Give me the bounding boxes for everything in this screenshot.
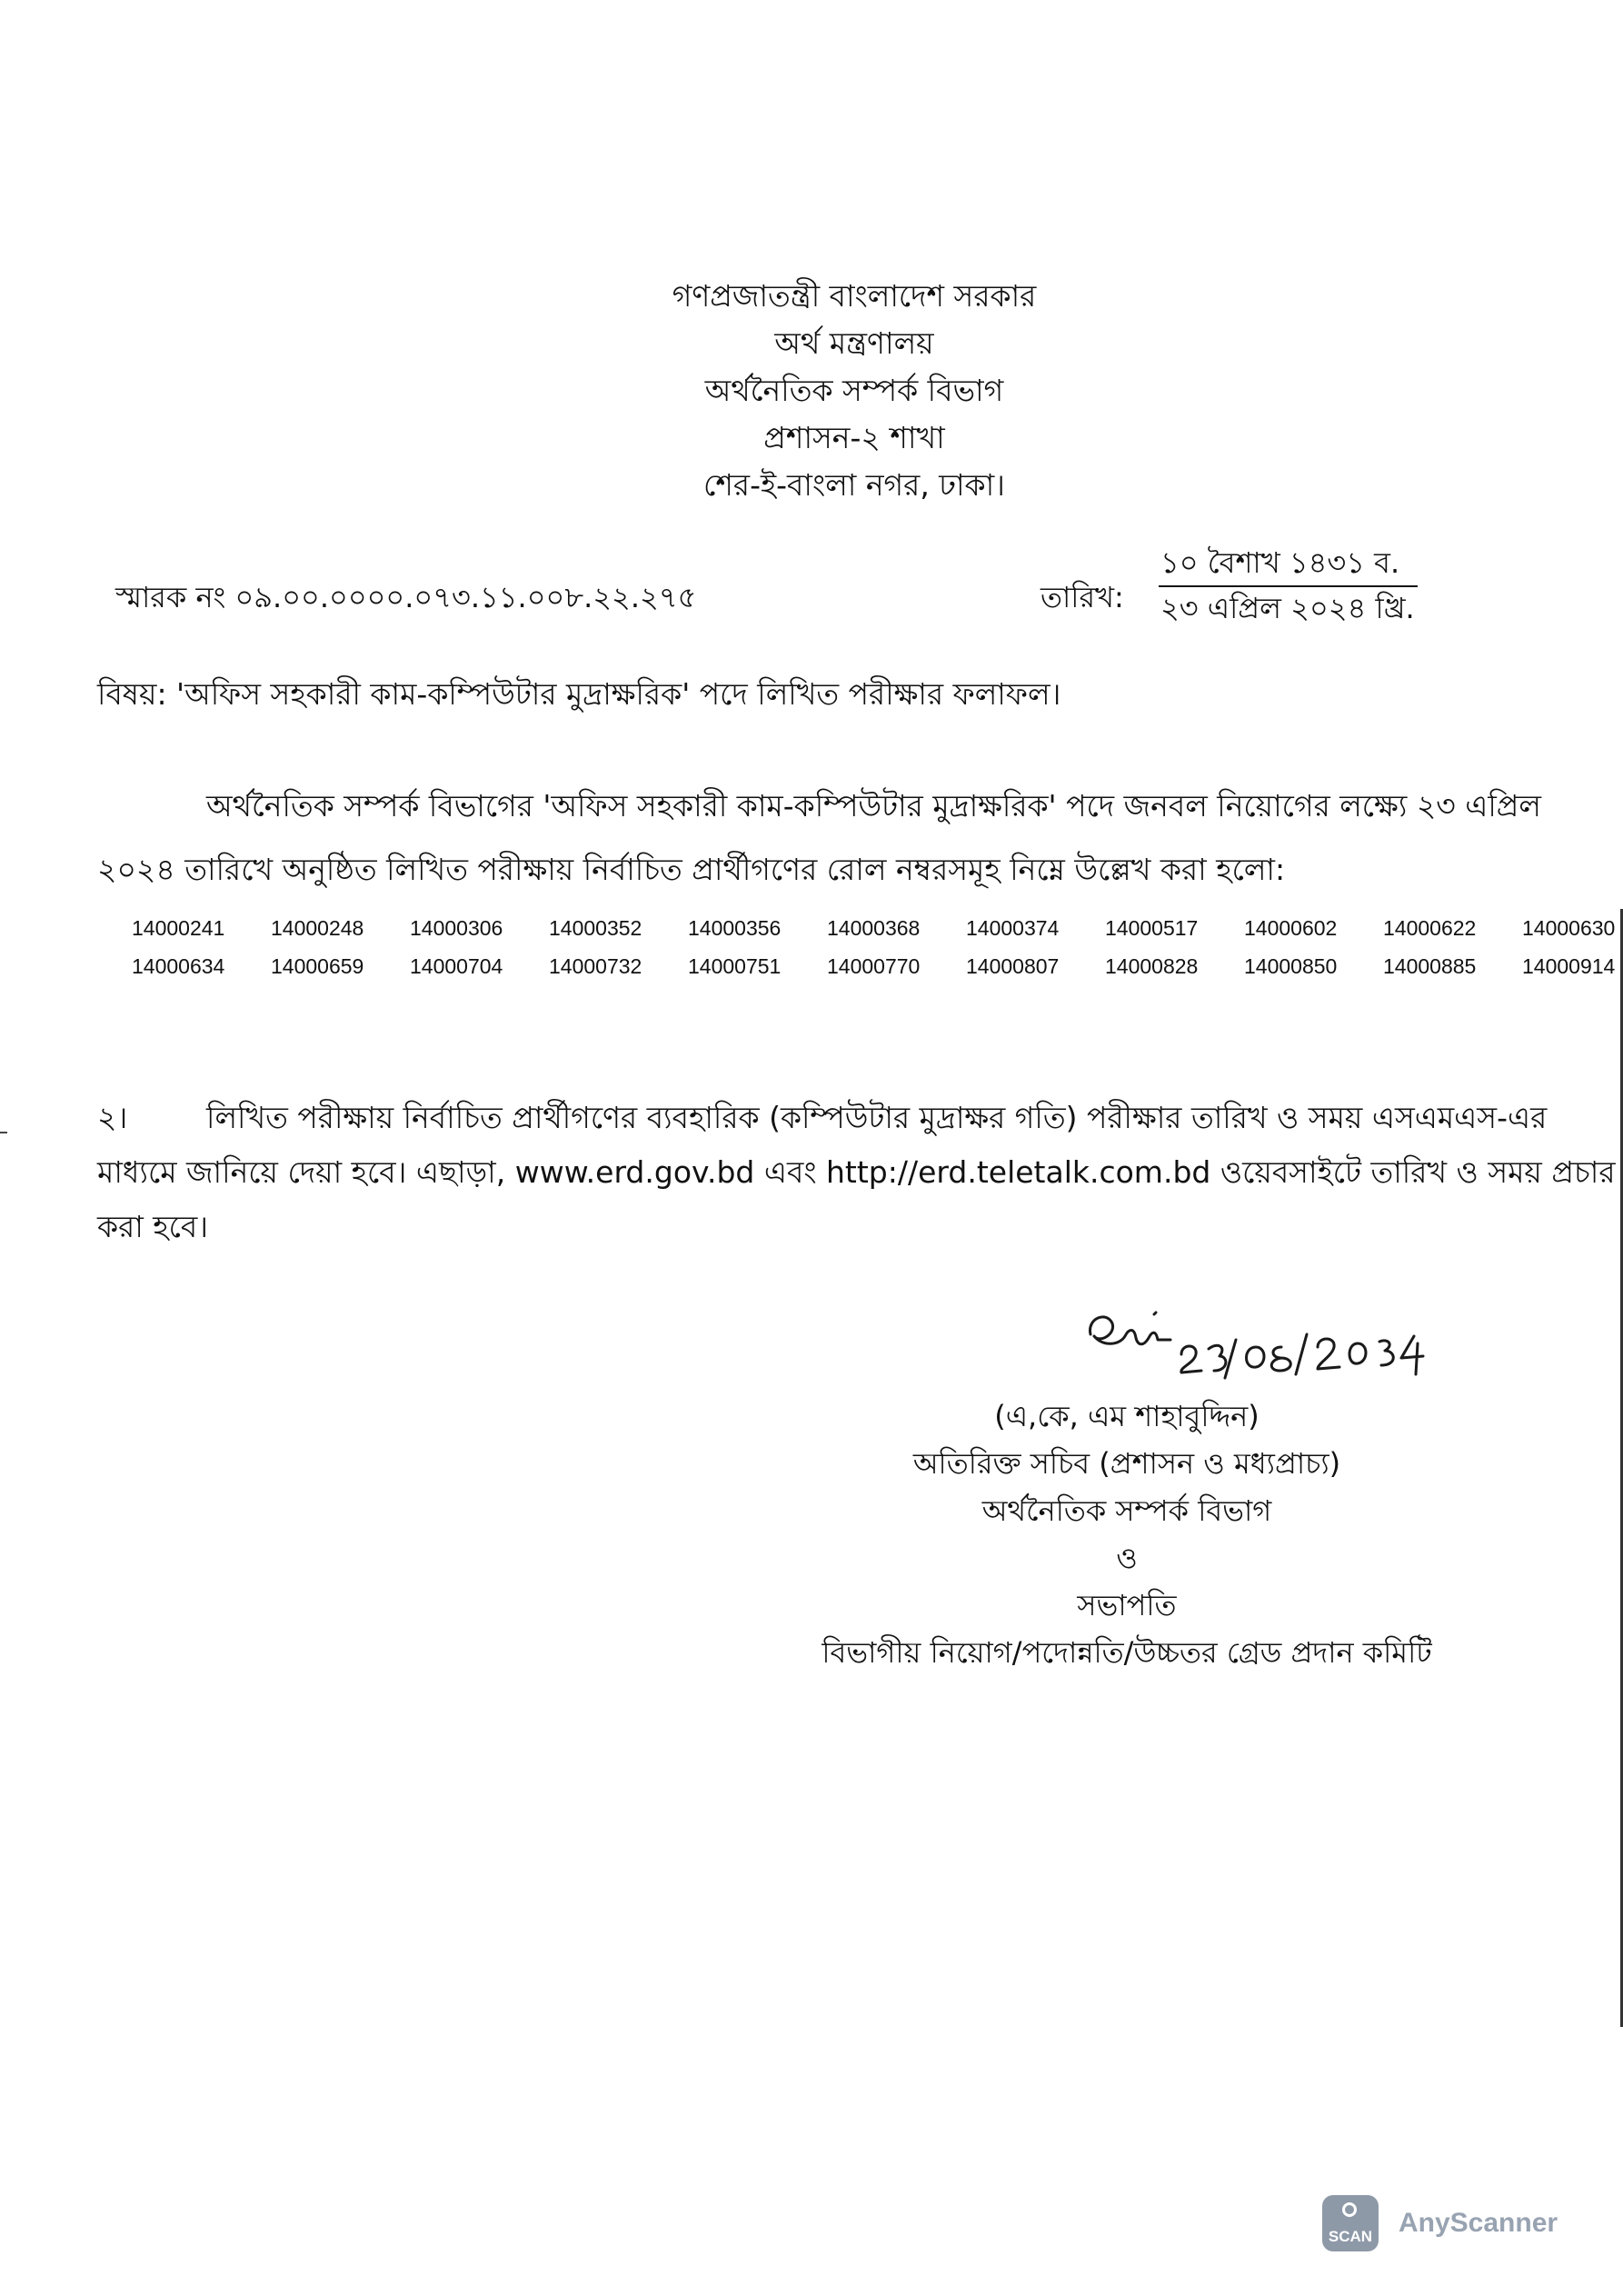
subject-line: বিষয়: 'অফিস সহকারী কাম-কম্পিউটার মুদ্রাক্ষরিক' পদে লিখিত পরীক্ষার ফলাফল। <box>97 676 1061 712</box>
roll-number: 14000914 <box>1522 954 1616 978</box>
paragraph-1-line-2: ২০২৪ তারিখে অনুষ্ঠিত লিখিত পরীক্ষায় নির্বাচিত প্রার্থীগণের রোল নম্বরসমূহ নিম্নে উল্লেখ করা হলো: <box>97 852 1286 887</box>
roll-number: 14000770 <box>827 954 921 978</box>
roll-number: 14000704 <box>410 954 503 978</box>
scanner-app-name: AnyScanner <box>1399 2208 1558 2238</box>
letterhead-government: গণপ্রজাতন্ত্রী বাংলাদেশ সরকার <box>672 278 1037 314</box>
date-block <box>1159 542 1418 629</box>
roll-number: 14000306 <box>410 916 503 940</box>
paragraph-number: ২। <box>97 1100 128 1135</box>
signatory-block <box>763 1393 1490 1676</box>
roll-number-list <box>132 909 1622 985</box>
scanner-lens-icon <box>1342 2202 1357 2217</box>
signatory-department: অর্থনৈতিক সম্পর্ক বিভাগ <box>981 1493 1272 1528</box>
roll-number: 14000368 <box>827 916 921 940</box>
scanner-icon-text: SCAN <box>1328 2228 1373 2245</box>
signatory-name: (এ,কে, এম শাহাবুদ্দিন) <box>994 1399 1260 1433</box>
paragraph-2 <box>97 1091 1623 1254</box>
letterhead-branch: প্রশাসন-২ শাখা <box>763 420 945 455</box>
date-gregorian: ২৩ এপ্রিল ২০২৪ খ্রি. <box>1160 591 1415 625</box>
roll-row-2 <box>132 947 1622 985</box>
scanner-watermark <box>1322 2195 1558 2251</box>
roll-number: 14000630 <box>1522 916 1616 940</box>
roll-number: 14000807 <box>966 954 1060 978</box>
paragraph-2-line-3: করা হবে। <box>97 1209 209 1244</box>
roll-number: 14000352 <box>549 916 642 940</box>
letterhead-division: অর্থনৈতিক সম্পর্ক বিভাগ <box>704 373 1004 408</box>
roll-number: 14000602 <box>1244 916 1338 940</box>
paragraph-2-line-2: মাধ্যমে জানিয়ে দেয়া হবে। এছাড়া, www.erd.gov.bd এবং http://erd.teletalk.com.bd ওয়েবসাইটে তারিখ ও সময় প্রচার <box>97 1154 1616 1190</box>
letterhead <box>509 273 1200 509</box>
roll-number: 14000659 <box>271 954 364 978</box>
memo-number: স্মারক নং ০৯.০০.০০০০.০৭৩.১১.০০৮.২২.২৭৫ <box>115 580 697 614</box>
roll-number: 14000885 <box>1383 954 1477 978</box>
signatory-designation: অতিরিক্ত সচিব (প্রশাসন ও মধ্যপ্রাচ্য) <box>912 1446 1341 1481</box>
roll-row-1 <box>132 909 1622 947</box>
paragraph-1-line-1: অর্থনৈতিক সম্পর্ক বিভাগের 'অফিস সহকারী কাম-কম্পিউটার মুদ্রাক্ষরিক' পদে জনবল নিয়োগের লক্ষ্যে ২৩ এপ্রিল <box>206 788 1542 824</box>
letterhead-address: শের-ই-বাংলা নগর, ঢাকা। <box>703 467 1005 503</box>
roll-number: 14000634 <box>132 954 225 978</box>
scan-speck <box>0 1132 7 1133</box>
roll-number: 14000241 <box>132 916 225 940</box>
roll-number: 14000517 <box>1105 916 1199 940</box>
paragraph-2-text-1: লিখিত পরীক্ষায় নির্বাচিত প্রার্থীগণের ব্যবহারিক (কম্পিউটার মুদ্রাক্ষর গতি) পরীক্ষার তারিখ ও সময় এসএমএস-এর <box>206 1100 1548 1135</box>
signatory-conjunction: ও <box>1116 1541 1138 1575</box>
roll-number: 14000622 <box>1383 916 1477 940</box>
roll-number: 14000374 <box>966 916 1060 940</box>
paragraph-1 <box>97 774 1623 902</box>
roll-number: 14000732 <box>549 954 642 978</box>
date-label: তারিখ: <box>1041 580 1124 614</box>
signatory-role: সভাপতি <box>1077 1588 1177 1622</box>
signatory-committee: বিভাগীয় নিয়োগ/পদোন্নতি/উচ্চতর গ্রেড প্রদান কমিটি <box>821 1635 1432 1670</box>
handwritten-signature <box>1080 1291 1443 1391</box>
letterhead-ministry: অর্থ মন্ত্রণালয় <box>774 325 934 361</box>
roll-number: 14000828 <box>1105 954 1199 978</box>
roll-number: 14000248 <box>271 916 364 940</box>
roll-number: 14000850 <box>1244 954 1338 978</box>
paragraph-2-line-1 <box>97 1091 1623 1145</box>
roll-number: 14000356 <box>688 916 782 940</box>
scanner-logo-icon <box>1322 2195 1379 2251</box>
roll-number: 14000751 <box>688 954 782 978</box>
date-bangla: ১০ বৈশাখ ১৪৩১ ব. <box>1160 545 1400 580</box>
